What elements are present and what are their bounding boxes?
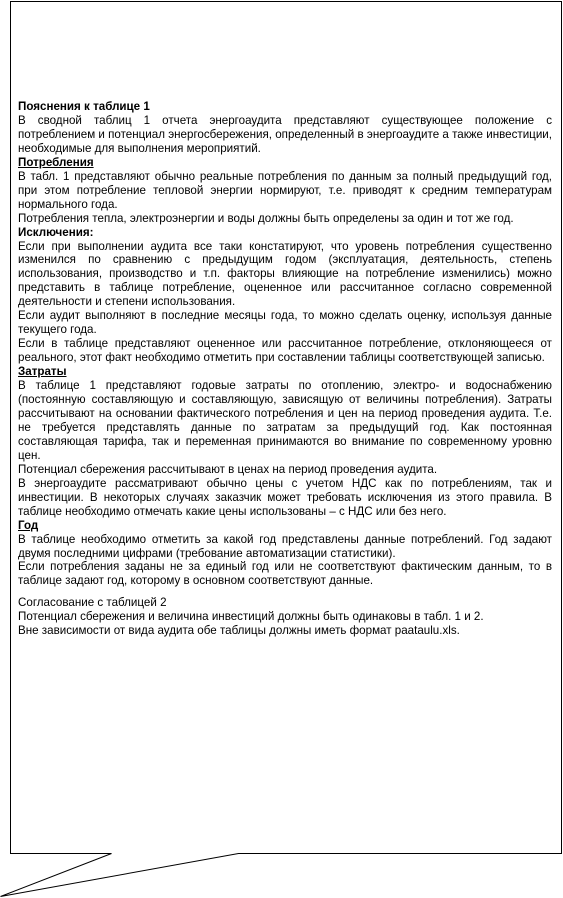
year-paragraph-2: Если потребления заданы не за единый год или не соответствуют фактическим данным, то в таблице задают год, которому в основном соответствуют данные. xyxy=(18,560,552,588)
consumption-paragraph-1: В табл. 1 представляют обычно реальные потребления по данным за полный предыдущий год, при этом потребление тепловой энергии нормируют, т.е. приводят к средним температурам нормального года. xyxy=(18,169,552,211)
costs-paragraph-2: Потенциал сбережения рассчитывают в ценах на период проведения аудита. xyxy=(18,462,438,476)
year-heading: Год xyxy=(18,518,39,532)
consumption-heading: Потребления xyxy=(18,155,94,169)
exceptions-paragraph-1: Если при выполнении аудита все таки констатируют, что уровень потребления существенно изменился по сравнению с предыдущим годом (эксплуатация, деятельность, степень использования, производство и т.п. факторы влияющие на потребление изменились) можно представить в таблице потребление, оцененное или рассчитанное согласно современной деятельности и степени использования. xyxy=(18,239,552,309)
exceptions-paragraph-3: Если в таблице представляют оцененное или рассчитанное потребление, отклоняющееся от реального, этот факт необходимо отметить при составлении таблицы соответствующей записью. xyxy=(18,337,552,365)
intro-paragraph: В сводной таблиц 1 отчета энергоаудита представляют существующее положение с потреблением и потенциал энергосбережения, определенный в энергоаудите а также инвестиции, необходимые для выполнения мероприятий. xyxy=(18,113,552,155)
note-title: Пояснения к таблице 1 xyxy=(18,100,150,113)
year-paragraph-1: В таблице необходимо отметить за какой год представлены данные потреблений. Год задают двумя последними цифрами (требование автоматизации статистики). xyxy=(18,532,552,560)
agreement-paragraph-2: Вне зависимости от вида аудита обе таблицы должны иметь формат paataulu.xls. xyxy=(18,624,460,638)
costs-paragraph-3: В энергоаудите рассматривают обычно цены с учетом НДС как по потреблениям, так и инвестиции. В некоторых случаях заказчик может требовать исключения из этого правила. В таблице необходимо отмечать какие цены использованы – с НДС или без него. xyxy=(18,476,552,518)
agreement-heading: Согласование с таблицей 2 xyxy=(18,596,167,610)
exceptions-paragraph-2: Если аудит выполняют в последние месяцы года, то можно сделать оценку, используя данные текущего года. xyxy=(18,309,552,337)
callout-text xyxy=(18,100,552,638)
consumption-paragraph-2: Потребления тепла, электроэнергии и воды должны быть определены за один и тот же год. xyxy=(18,211,514,225)
exceptions-heading: Исключения: xyxy=(18,225,94,239)
costs-heading: Затраты xyxy=(18,365,67,379)
agreement-paragraph-1: Потенциал сбережения и величина инвестиций должны быть одинаковы в табл. 1 и 2. xyxy=(18,610,484,624)
costs-paragraph-1: В таблице 1 представляют годовые затраты по отоплению, электро- и водоснабжению (постоянную составляющую и составляющую, зависящую от величины потребления). Затраты рассчитывают на основании фактического потребления и цен на период проведения аудита. Т.е. не требуется представлять данные по затратам за предыдущий год. Как постоянная составляющая тарифа, так и переменная принимаются во внимание по современному уровню цен. xyxy=(18,379,552,462)
